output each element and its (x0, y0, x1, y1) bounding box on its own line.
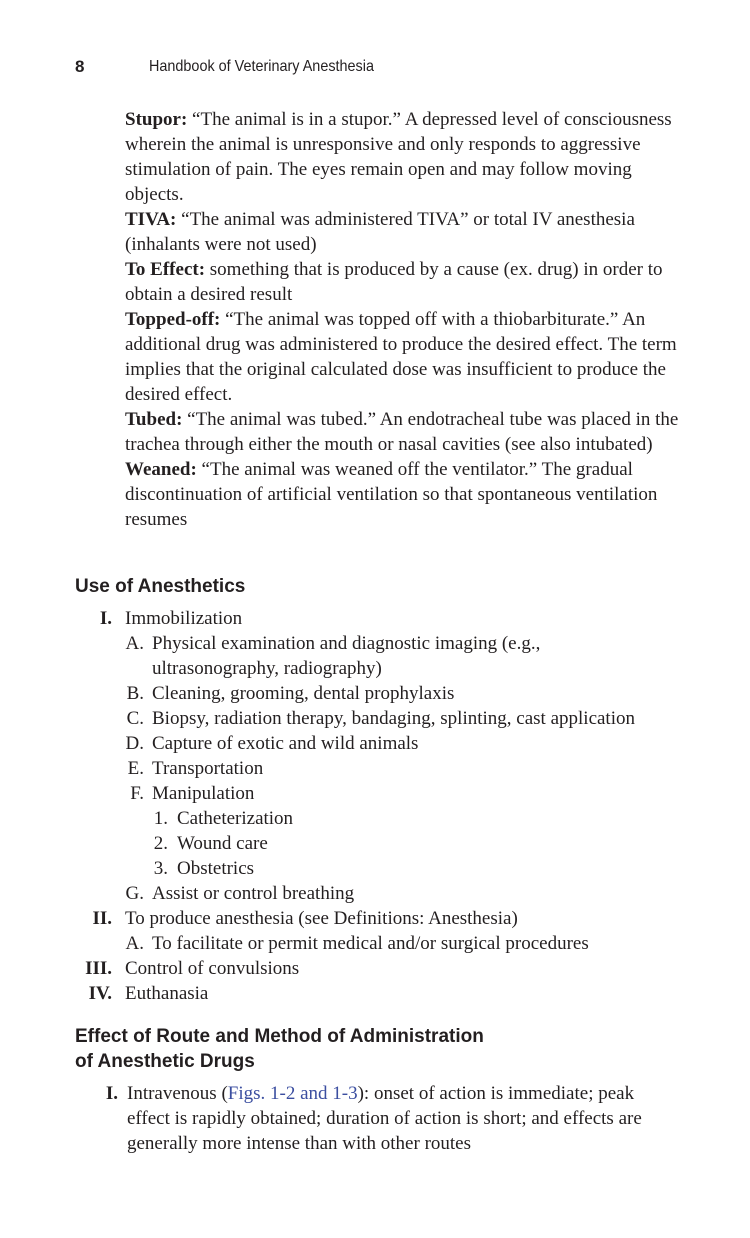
outline-item (0, 606, 750, 631)
outline-text: Biopsy, radiation therapy, bandaging, splinting, cast application (152, 708, 635, 729)
outline-item (0, 681, 750, 706)
figure-reference-link[interactable]: Figs. 1-2 and 1-3 (227, 1083, 358, 1104)
outline-text: Transportation (152, 758, 264, 779)
outline-text: Catheterization (177, 808, 294, 829)
outline-label: A. (125, 933, 144, 954)
outline-label: 3. (153, 858, 168, 879)
definition-term: Topped-off: (125, 309, 221, 330)
outline-label: II. (92, 908, 112, 929)
section-heading-line: Effect of Route and Method of Administration (75, 1026, 484, 1047)
outline-label: III. (85, 958, 112, 979)
outline-item (0, 706, 750, 731)
outline-label: G. (125, 883, 144, 904)
outline-label: IV. (88, 983, 112, 1004)
definition-term: Tubed: (125, 409, 183, 430)
section-heading-route-of-administration (75, 1024, 484, 1074)
outline-item (0, 881, 750, 906)
definition-topped-off (125, 307, 685, 407)
text-run: Intravenous ( (127, 1083, 228, 1104)
definition-text: “The animal was administered TIVA” or total IV anesthesia (inhalants were not used) (125, 209, 635, 255)
outline-label: C. (126, 708, 144, 729)
outline-text: Manipulation (152, 783, 255, 804)
outline-item (0, 631, 750, 681)
outline-label: A. (125, 633, 144, 654)
outline-label: F. (130, 783, 144, 804)
outline-label: 2. (153, 833, 168, 854)
outline-item (0, 956, 750, 981)
outline-item (0, 931, 750, 956)
outline-label: B. (126, 683, 144, 704)
outline-item (0, 831, 750, 856)
outline-text: Cleaning, grooming, dental prophylaxis (152, 683, 455, 704)
outline-label: I. (99, 608, 112, 629)
outline-text (127, 1081, 672, 1156)
outline-item (0, 981, 750, 1006)
outline-text: To facilitate or permit medical and/or surgical procedures (152, 933, 589, 954)
text-run: ): onset of action is immediate; peak effect is rapidly obtained; duration of action is short; and effects are generally more intense than with other routes (127, 1083, 642, 1154)
outline-item (0, 906, 750, 931)
outline-text: Capture of exotic and wild animals (152, 733, 419, 754)
outline-text: Wound care (177, 833, 268, 854)
use-of-anesthetics-outline (0, 606, 750, 1006)
route-outline (0, 1081, 750, 1156)
outline-label: E. (127, 758, 144, 779)
outline-item (0, 806, 750, 831)
definition-text: “The animal was weaned off the ventilator.” The gradual discontinuation of artificial ventilation so that spontaneous ventilation resumes (125, 459, 658, 530)
section-heading-use-of-anesthetics: Use of Anesthetics (75, 576, 246, 597)
definition-weaned (125, 457, 685, 532)
definition-tiva (125, 207, 685, 257)
definition-to-effect (125, 257, 685, 307)
outline-text: Control of convulsions (125, 958, 300, 979)
definition-stupor (125, 107, 685, 207)
outline-item (0, 756, 750, 781)
page-number: 8 (75, 57, 85, 76)
outline-text: Immobilization (125, 608, 243, 629)
definition-term: To Effect: (125, 259, 206, 280)
definition-term: Stupor: (125, 109, 188, 130)
outline-text: Euthanasia (125, 983, 209, 1004)
running-title: Handbook of Veterinary Anesthesia (149, 58, 374, 75)
outline-label: 1. (153, 808, 168, 829)
definition-term: TIVA: (125, 209, 177, 230)
outline-item (0, 1081, 750, 1156)
definition-text: “The animal is in a stupor.” A depressed level of consciousness wherein the animal is unresponsive and only responds to aggressive stimulation of pain. The eyes remain open and may follow moving objects. (125, 109, 672, 205)
definition-text: “The animal was topped off with a thiobarbiturate.” An additional drug was administered to produce the desired effect. The term implies that the original calculated dose was insufficient to produce the desired effect. (125, 309, 677, 405)
outline-item (0, 731, 750, 756)
outline-label: D. (125, 733, 144, 754)
outline-item (0, 856, 750, 881)
outline-text: Obstetrics (177, 858, 255, 879)
outline-text: To produce anesthesia (see Definitions: Anesthesia) (125, 908, 518, 929)
outline-item (0, 781, 750, 806)
outline-text: Assist or control breathing (152, 883, 355, 904)
section-heading-line: of Anesthetic Drugs (75, 1051, 255, 1072)
outline-label: I. (105, 1083, 118, 1104)
definition-text: “The animal was tubed.” An endotracheal tube was placed in the trachea through either the mouth or nasal cavities (see also intubated) (125, 409, 679, 455)
definitions-list (125, 107, 685, 532)
outline-text: Physical examination and diagnostic imaging (e.g., ultrasonography, radiography) (152, 633, 541, 679)
definition-text: something that is produced by a cause (ex. drug) in order to obtain a desired result (125, 259, 663, 305)
definition-tubed (125, 407, 685, 457)
definition-term: Weaned: (125, 459, 197, 480)
